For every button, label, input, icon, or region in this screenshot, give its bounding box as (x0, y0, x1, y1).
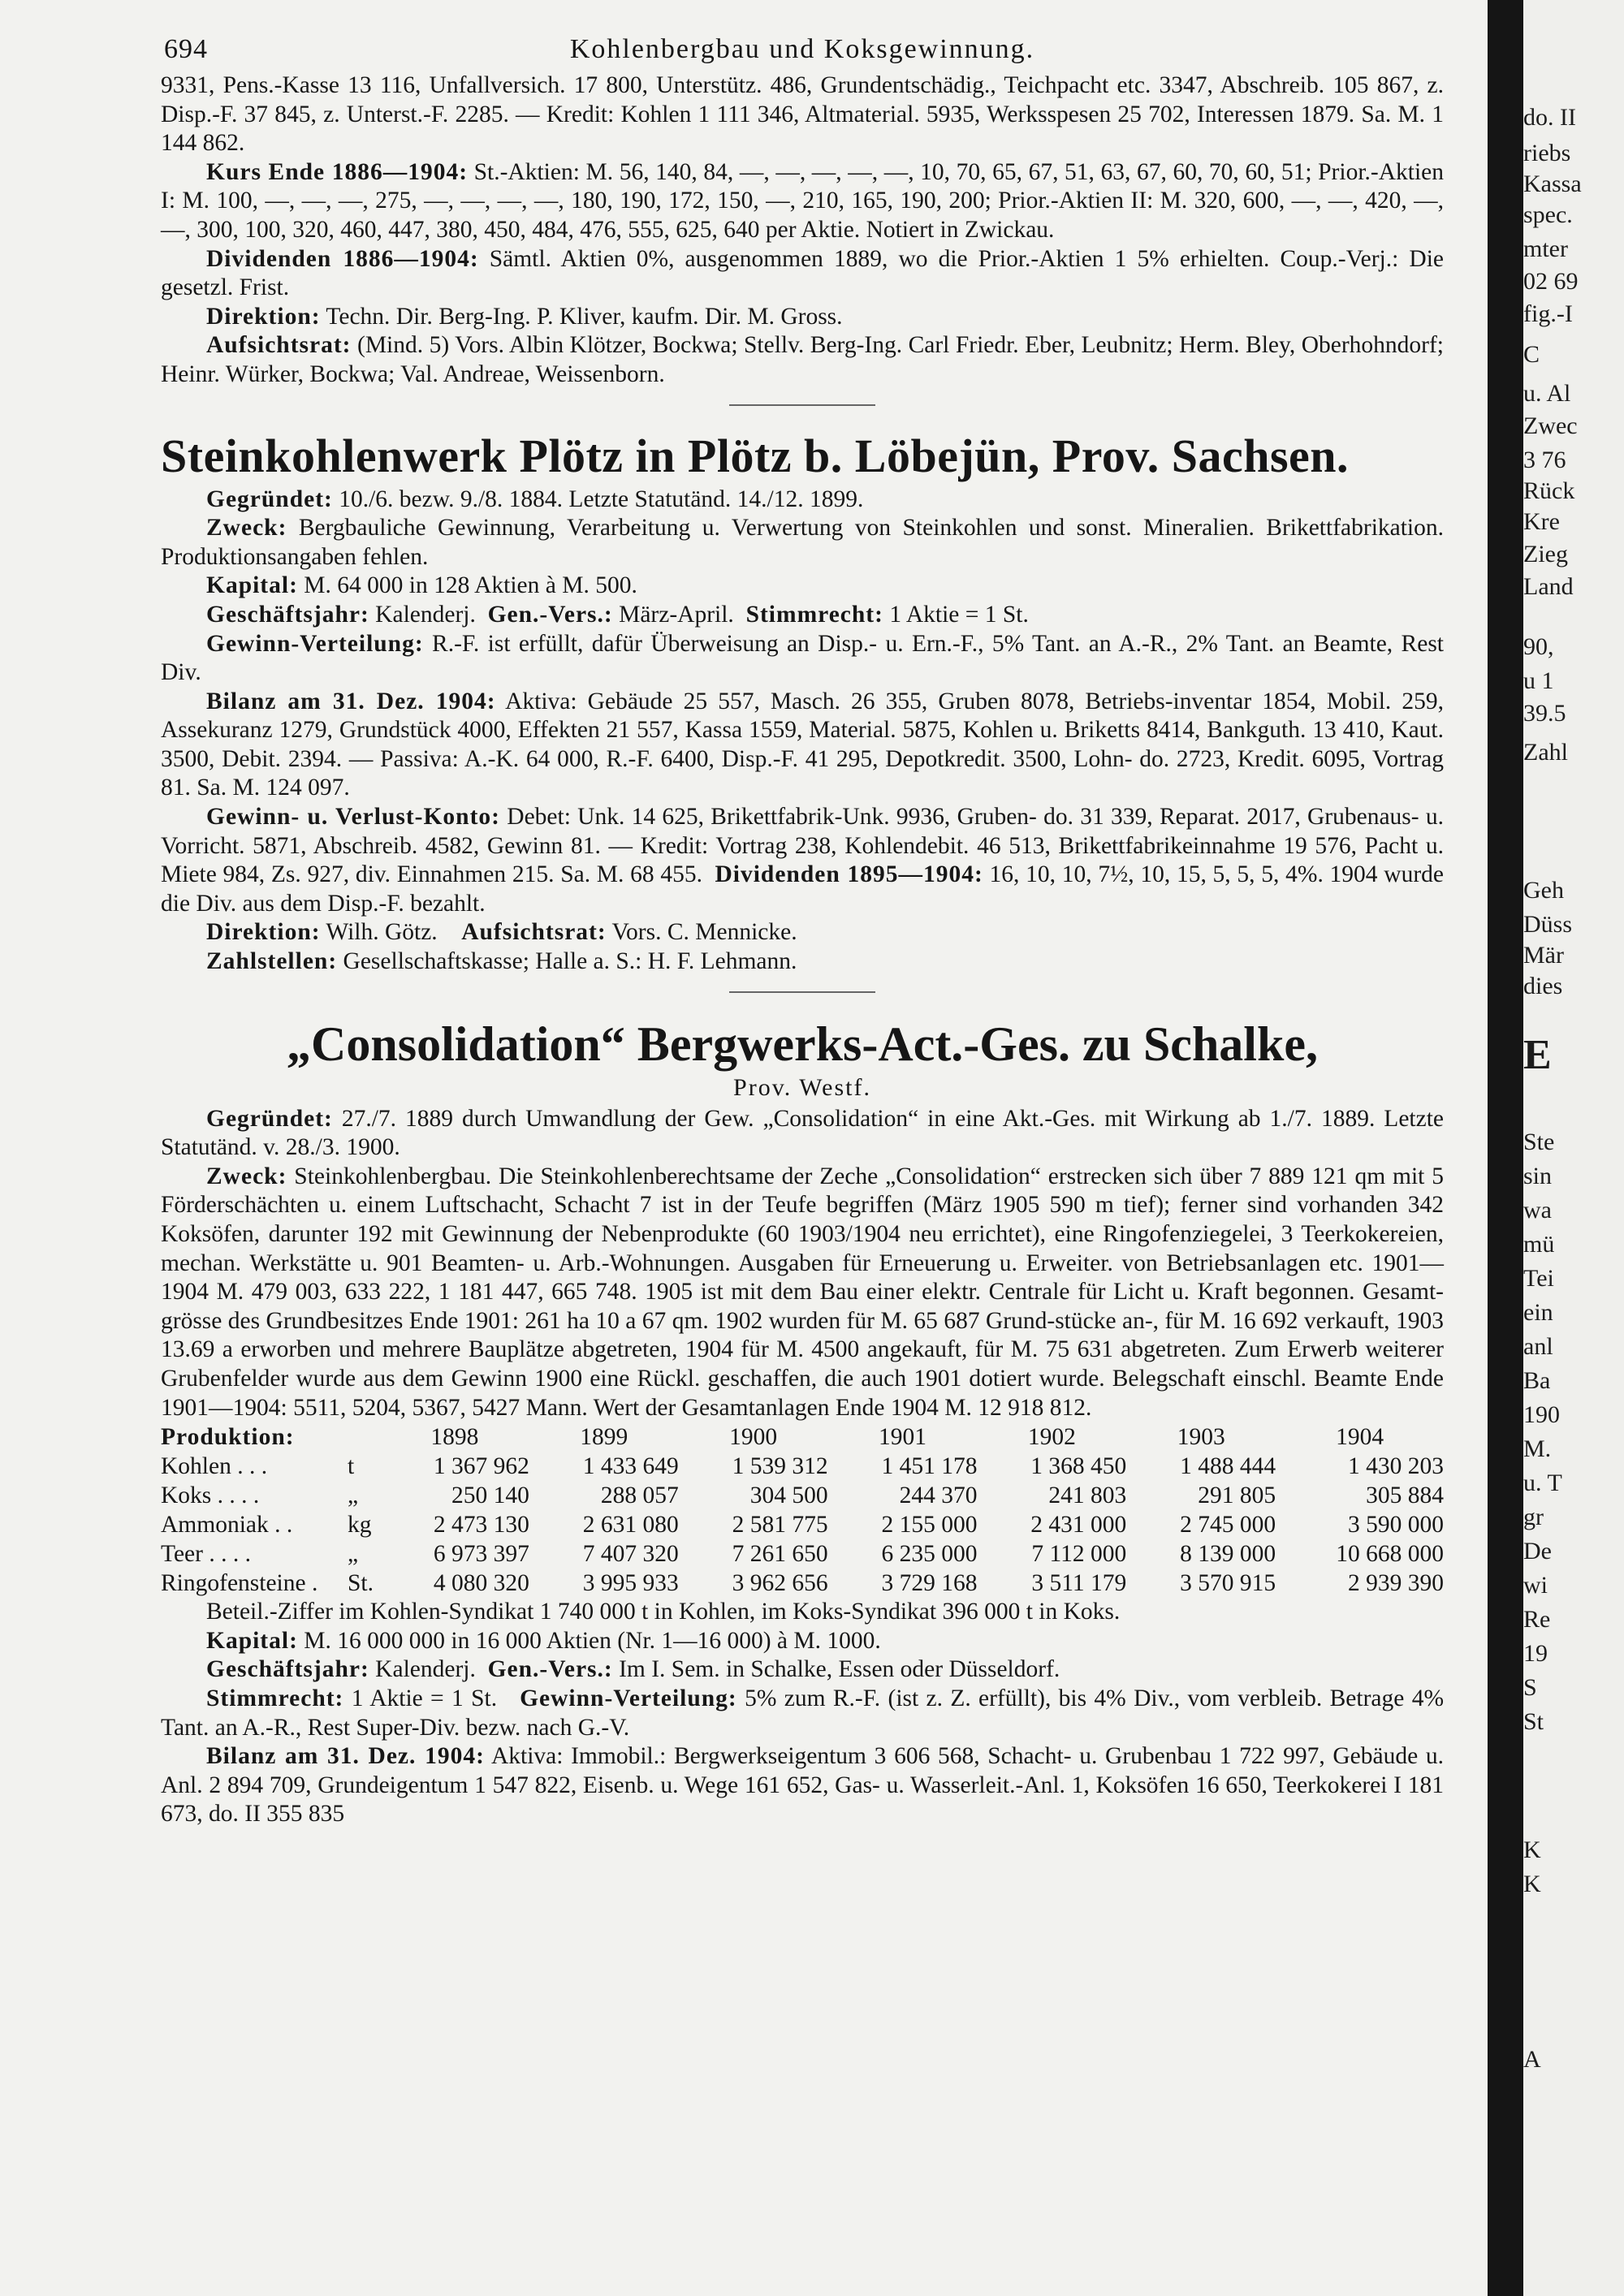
sec3-bilanz-label: Bilanz am 31. Dez. 1904: (206, 1743, 485, 1770)
product-name: Koks . . . . (161, 1482, 260, 1509)
sec2-zweck-text: Bergbauliche Gewinnung, Verarbeitung u. Verwertung von Steinkohlen und sonst. Mineralien. Brikettfabrikation. Produktionsangaben fehlen. (161, 515, 1444, 570)
adjacent-page-fragment: fig.-I (1523, 300, 1573, 327)
sec3-zweck-label: Zweck: (206, 1163, 287, 1189)
sec3-bilanz-text: Aktiva: Immobil.: Bergwerkseigentum 3 606 568, Schacht- u. Grubenbau 1 722 997, Gebäude u. Anl. 2 894 709, Grundeigentum 1 547 822, Eisenb. u. Wege 161 652, Gas- u. Wasserleit.-Anl. 1, Koksöfen 16 650, Teerkokerei I 181 673, do. II 355 835 (161, 1743, 1444, 1828)
sec2-gegruendet-text: 10./6. bezw. 9./8. 1884. Letzte Statutänd. 14./12. 1899. (339, 486, 864, 512)
book-gutter (1488, 0, 1523, 2296)
product-unit: kg (348, 1512, 372, 1539)
adjacent-page-fragment: Ba (1523, 1367, 1551, 1394)
sec3-heading: „Consolidation“ Bergwerks-Act.-Ges. zu Schalke, (287, 1016, 1318, 1071)
sec1-ar-text: (Mind. 5) Vors. Albin Klötzer, Bockwa; Stellv. Berg-Ing. Carl Friedr. Eber, Leubnitz; Herm. Bley, Oberhohndorf; Heinr. Würker, Bockwa; Val. Andreae, Weissenborn. (161, 332, 1445, 387)
adjacent-page-fragment: De (1523, 1538, 1552, 1564)
sec2-st-text: 1 Aktie = 1 St. (889, 601, 1029, 628)
sec3-st-text: 1 Aktie = 1 St. (351, 1685, 498, 1711)
sec3-kapital (161, 1627, 1444, 1656)
sec1-dividends (161, 245, 1444, 303)
production-table (161, 1422, 1444, 1598)
sec3-gv-text: Im I. Sem. in Schalke, Essen oder Düsseldorf. (619, 1656, 1060, 1683)
adjacent-page-fragment: Zieg (1523, 541, 1568, 568)
product-name: Kohlen . . . (161, 1453, 268, 1480)
adjacent-page-fragment: Kre (1523, 508, 1560, 535)
production-value: 4 080 320 (433, 1570, 529, 1597)
production-value: 2 939 390 (1348, 1570, 1444, 1597)
adjacent-page-fragment: Zahl (1523, 739, 1568, 766)
sec2-zs-text: Gesellschaftskasse; Halle a. S.: H. F. Lehmann. (343, 948, 797, 975)
sec2-heading: Steinkohlenwerk Plötz in Plötz b. Löbejün, Prov. Sachsen. (161, 429, 1350, 482)
product-name: Ringofensteine . (161, 1570, 318, 1597)
year-header: 1902 (1027, 1424, 1076, 1451)
production-value: 2 431 000 (1030, 1512, 1127, 1539)
sec2-ar-text: Vors. C. Mennicke. (611, 919, 797, 946)
adjacent-page-fragment: 39.5 (1523, 700, 1566, 727)
production-value: 10 668 000 (1336, 1541, 1444, 1568)
sec2-gv-label: Gen.-Vers.: (487, 601, 613, 628)
product-unit: t (348, 1453, 355, 1480)
production-row (161, 1452, 1444, 1481)
adjacent-page-fragment: 19 (1523, 1640, 1548, 1667)
production-value: 3 995 933 (582, 1570, 679, 1597)
production-value: 305 884 (1366, 1482, 1444, 1509)
sec3-gv-label: Gen.-Vers.: (487, 1656, 613, 1683)
production-value: 2 631 080 (582, 1512, 679, 1539)
adjacent-page-fragment: St (1523, 1708, 1544, 1735)
production-body (161, 1452, 1444, 1598)
sec1-kurs-text: St.-Aktien: M. 56, 140, 84, —, —, —, —, —, 10, 70, 65, 67, 51, 63, 67, 60, 70, 60, 51; Prior.-Aktien I: M. 100, —, —, —, 275, —, —, —, —, 180, 190, 172, 150, —, 210, 165, 190, 200; Prior.-Aktien II: M. 320, 600, —, —, 420, —, —, 300, 100, 320, 460, 447, 380, 450, 484, 476, 555, 625, 640 per Aktie. Notiert in Zwickau. (161, 158, 1445, 243)
sec1-direktion (161, 303, 1444, 332)
sec2-zweck-label: Zweck: (206, 515, 287, 542)
product-unit: „ (348, 1482, 359, 1509)
adjacent-page-fragment: Re (1523, 1606, 1551, 1633)
adjacent-page-fragment: Geh (1523, 877, 1564, 904)
production-value: 241 803 (1048, 1482, 1127, 1509)
production-value: 288 057 (600, 1482, 679, 1509)
sec3-stimmrecht (161, 1685, 1444, 1742)
production-value: 2 581 775 (732, 1512, 828, 1539)
sec2-kapital (161, 572, 1444, 601)
production-value: 7 112 000 (1031, 1541, 1127, 1568)
production-value: 3 570 915 (1180, 1570, 1276, 1597)
sec3-gegruendet-label: Gegründet: (206, 1105, 333, 1132)
production-value: 1 488 444 (1180, 1453, 1276, 1480)
page-content (161, 34, 1444, 1829)
production-label: Produktion: (161, 1424, 295, 1451)
sec2-gv-text: März-April. (619, 601, 734, 628)
adjacent-page-fragment: wa (1523, 1197, 1552, 1224)
sec3-gegruendet-text: 27./7. 1889 durch Umwandlung der Gew. „Consolidation“ in eine Akt.-Ges. mit Wirkung ab 1./7. 1889. Letzte Statutänd. v. 28./3. 1900. (161, 1105, 1444, 1161)
adjacent-page-fragment: Ste (1523, 1129, 1555, 1155)
adjacent-page-fragment: K (1523, 1836, 1541, 1863)
sec3-bilanz (161, 1742, 1444, 1829)
sec1-kurs (161, 158, 1444, 245)
production-value: 291 805 (1198, 1482, 1276, 1509)
adjacent-page-fragment: u 1 (1523, 667, 1554, 694)
sec1-kurs-label: Kurs Ende 1886—1904: (206, 158, 469, 185)
sec3-gj-text: Kalenderj. (375, 1656, 476, 1683)
production-value: 250 140 (451, 1482, 529, 1509)
sec2-gegruendet-label: Gegründet: (206, 486, 333, 512)
sec2-gegruendet (161, 486, 1444, 515)
section-divider (729, 404, 875, 406)
adjacent-page-fragment: anl (1523, 1333, 1553, 1360)
sec2-zahlstellen (161, 947, 1444, 977)
product-name: Ammoniak . . (161, 1512, 293, 1539)
sec3-zweck (161, 1163, 1444, 1422)
adjacent-page-fragment: Kassa (1523, 170, 1582, 197)
sec3-zweck-text: Steinkohlenbergbau. Die Steinkohlenberechtsame der Zeche „Consolidation“ erstrecken sich über 7 889 121 qm mit 5 Förderschächten u. einem Luftschacht, Schacht 7 ist in der Teufe begriffen (März 1905 590 m tief); ferner sind vorhanden 342 Koksöfen, darunter 192 mit Gewinnung der Nebenprodukte (60 1903/1904 neu errichtet), eine Ringofenziegelei, 3 Teerkokereien, mechan. Werkstätte u. 901 Beamten- u. Arb.-Wohnungen. Ausgaben für Erneuerung u. Erweiter. von Betriebsanlagen etc. 1901—1904 M. 479 003, 633 222, 1 181 447, 665 748. 1905 ist mit dem Bau einer elektr. Centrale für Licht u. Kraft begonnen. Gesamt-grösse des Grundbesitzes Ende 1901: 261 ha 10 a 67 qm. 1902 wurden für M. 65 687 Grund-stücke an-, für M. 16 692 verkauft, 1903 13.69 a erworben und mehrere Bauplätze abgetreten, 1904 für M. 4500 angekauft, für M. 75 631 abgetreten. Zum Erwerb weiterer Grubenfelder wurde aus dem Gewinn 1900 eine Rückl. geschaffen, die auch 1901 dotiert wurde. Belegschaft einschl. Beamte Ende 1901—1904: 5511, 5204, 5367, 5427 Mann. Wert der Gesamtanlagen Ende 1904 M. 12 918 812. (161, 1163, 1444, 1421)
running-title: Kohlenbergbau und Koksgewinnung. (569, 34, 1035, 64)
sec1-div-label: Dividenden 1886—1904: (206, 245, 479, 272)
adjacent-page-fragment: E (1523, 1032, 1552, 1078)
production-value: 1 451 178 (881, 1453, 978, 1480)
year-header: 1904 (1336, 1424, 1384, 1451)
sec2-geschaeftsjahr (161, 601, 1444, 630)
adjacent-page-fragment: mü (1523, 1231, 1555, 1258)
sec3-beteiligung: Beteil.-Ziffer im Kohlen-Syndikat 1 740 000 t in Kohlen, im Koks-Syndikat 396 000 t in Koks. (206, 1599, 1121, 1625)
adjacent-page-fragment: wi (1523, 1572, 1548, 1599)
production-value: 7 261 650 (732, 1541, 828, 1568)
adjacent-page-fragment: spec. (1523, 201, 1573, 228)
production-value: 304 500 (749, 1482, 828, 1509)
production-value: 6 235 000 (881, 1541, 978, 1568)
adjacent-page-fragment: mter (1523, 235, 1568, 262)
sec2-guv (161, 803, 1444, 918)
section-divider (729, 991, 875, 993)
sec2-gw-label: Gewinn-Verteilung: (206, 630, 424, 657)
adjacent-page-fragment: dies (1523, 973, 1563, 999)
sec2-dir-label: Direktion: (206, 919, 321, 946)
sec2-gw-text: R.-F. ist erfüllt, dafür Überweisung an Disp.- u. Ern.-F., 5% Tant. an A.-R., 2% Tant. an Beamte, Rest Div. (161, 630, 1444, 686)
sec3-gw-label: Gewinn-Verteilung: (520, 1685, 737, 1711)
production-value: 2 745 000 (1180, 1512, 1276, 1539)
adjacent-page-fragment: Rück (1523, 477, 1575, 504)
production-value: 1 430 203 (1348, 1453, 1444, 1480)
sec2-bilanz-text: Aktiva: Gebäude 25 557, Masch. 26 355, Gruben 8078, Betriebs-inventar 1854, Mobil. 259, Assekuranz 1279, Grundstück 4000, Effekten 21 557, Kassa 1559, Material. 5875, Kohlen u. Briketts 8414, Bankguth. 13 410, Kaut. 3500, Debit. 2394. — Passiva: A.-K. 64 000, R.-F. 6400, Disp.-F. 41 295, Depotkredit. 3500, Lohn- do. 2723, Kredit. 6095, Vortrag 81. Sa. M. 124 097. (161, 688, 1444, 801)
sec1-ar-label: Aufsichtsrat: (206, 332, 352, 359)
adjacent-page-fragment: 190 (1523, 1401, 1560, 1428)
production-value: 1 539 312 (732, 1453, 828, 1480)
production-row (161, 1481, 1444, 1510)
product-name: Teer . . . . (161, 1541, 251, 1568)
production-value: 3 962 656 (732, 1570, 828, 1597)
adjacent-page-fragment: Land (1523, 573, 1574, 600)
year-header: 1898 (430, 1424, 479, 1451)
sec1-dir-text: Techn. Dir. Berg-Ing. P. Kliver, kaufm. Dir. M. Gross. (326, 303, 843, 330)
year-header: 1900 (729, 1424, 778, 1451)
sec2-direktion (161, 918, 1444, 947)
sec2-guv-text: Debet: Unk. 14 625, Brikettfabrik-Unk. 9936, Gruben- do. 31 339, Reparat. 2017, Grubenaus- u. Vorricht. 5871, Abschreib. 4582, Gewinn 81. — Kredit: Vortrag 238, Kohlendebit. 46 513, Brikettfabrikeinnahme 19 576, Pacht u. Miete 984, Zs. 927, div. Einnahmen 215. Sa. M. 68 455. (161, 804, 1444, 888)
sec3-kapital-label: Kapital: (206, 1627, 298, 1654)
sec2-guv-label: Gewinn- u. Verlust-Konto: (206, 804, 500, 831)
sec2-div-label: Dividenden 1895—1904: (715, 861, 983, 888)
adjacent-page-fragment: u. Al (1523, 380, 1571, 407)
adjacent-page-fragment: do. II (1523, 104, 1576, 131)
year-header: 1899 (580, 1424, 628, 1451)
sec1-dir-label: Direktion: (206, 303, 321, 330)
page-header (161, 34, 1444, 71)
production-row (161, 1539, 1444, 1569)
production-unit-header (348, 1422, 380, 1452)
sec2-st-label: Stimmrecht: (745, 601, 883, 628)
sec3-gw-text: 5% zum R.-F. (ist z. Z. erfüllt), bis 4% Div., vom verbleib. Betrage 4% Tant. an A.-R., Rest Super-Div. bezw. nach G.-V. (161, 1685, 1445, 1741)
adjacent-page-fragment: C (1523, 341, 1540, 368)
sec3-st-label: Stimmrecht: (206, 1685, 344, 1711)
production-value: 244 370 (899, 1482, 978, 1509)
sec2-bilanz (161, 688, 1444, 803)
adjacent-page-fragment: Zwec (1523, 412, 1578, 439)
production-value: 7 407 320 (582, 1541, 679, 1568)
sec2-bilanz-label: Bilanz am 31. Dez. 1904: (206, 688, 496, 714)
production-row (161, 1569, 1444, 1598)
sec2-zs-label: Zahlstellen: (206, 948, 338, 975)
production-value: 2 155 000 (881, 1512, 978, 1539)
sec1-intro: 9331, Pens.-Kasse 13 116, Unfallversich. 17 800, Unterstütz. 486, Grundentschädig., Teichpacht etc. 3347, Abschreib. 105 867, z. Disp.-F. 37 845, z. Unterst.-F. 2285. — Kredit: Kohlen 1 111 346, Altmaterial. 5935, Werksspesen 25 702, Interessen 1879. Sa. M. 1 144 862. (161, 72, 1444, 157)
adjacent-page-fragment: 3 76 (1523, 447, 1566, 473)
sec2-ar-label: Aufsichtsrat: (461, 919, 607, 946)
adjacent-page-fragment: sin (1523, 1163, 1553, 1189)
production-value: 3 729 168 (881, 1570, 978, 1597)
product-unit: „ (348, 1541, 359, 1568)
production-row (161, 1510, 1444, 1539)
sec2-kapital-label: Kapital: (206, 572, 298, 599)
adjacent-page-fragment: 90, (1523, 633, 1554, 660)
sec2-gj-label: Geschäftsjahr: (206, 601, 369, 628)
sec2-div-text: 16, 10, 10, 7½, 10, 15, 5, 5, 5, 4%. 1904 wurde die Div. aus dem Disp.-F. bezahlt. (161, 861, 1445, 917)
production-value: 6 973 397 (433, 1541, 529, 1568)
production-value: 2 473 130 (433, 1512, 529, 1539)
adjacent-page-fragment: M. (1523, 1435, 1552, 1462)
adjacent-page-fragment: K (1523, 1871, 1541, 1897)
production-value: 1 368 450 (1030, 1453, 1127, 1480)
adjacent-page-fragment: Mär (1523, 942, 1564, 969)
sec2-gewinnverteilung (161, 630, 1444, 688)
sec1-aufsichtsrat (161, 331, 1444, 389)
sec3-gj-label: Geschäftsjahr: (206, 1656, 369, 1683)
production-value: 8 139 000 (1180, 1541, 1276, 1568)
sec2-dir-text: Wilh. Götz. (326, 919, 438, 946)
sec1-div-text: Sämtl. Aktien 0%, ausgenommen 1889, wo die Prior.-Aktien 1 5% erhielten. Coup.-Verj.: Die gesetzl. Frist. (161, 245, 1444, 301)
adjacent-page-fragment: Tei (1523, 1265, 1554, 1292)
product-unit: St. (348, 1570, 374, 1597)
page-number: 694 (164, 34, 208, 64)
year-header: 1901 (879, 1424, 926, 1451)
production-value: 3 590 000 (1348, 1512, 1444, 1539)
production-value: 1 433 649 (582, 1453, 679, 1480)
adjacent-page-fragment: gr (1523, 1504, 1544, 1530)
production-value: 3 511 179 (1031, 1570, 1127, 1597)
sec2-gj-text: Kalenderj. (375, 601, 476, 628)
sec3-gegruendet (161, 1105, 1444, 1163)
sec3-subheading: Prov. Westf. (733, 1073, 871, 1101)
adjacent-page-fragment: u. T (1523, 1470, 1562, 1496)
adjacent-page-fragment: ein (1523, 1299, 1553, 1326)
adjacent-page-fragment: A (1523, 2046, 1541, 2073)
sec3-kapital-text: M. 16 000 000 in 16 000 Aktien (Nr. 1—16 000) à M. 1000. (304, 1627, 881, 1654)
adjacent-page-fragment: Düss (1523, 911, 1573, 938)
adjacent-page-fragment: 02 69 (1523, 268, 1579, 295)
adjacent-page-fragment: S (1523, 1674, 1537, 1701)
sec3-geschaeftsjahr (161, 1655, 1444, 1685)
sec2-zweck (161, 514, 1444, 572)
production-header-row (161, 1422, 1444, 1452)
production-value: 1 367 962 (433, 1453, 529, 1480)
year-header: 1903 (1177, 1424, 1225, 1451)
sec2-kapital-text: M. 64 000 in 128 Aktien à M. 500. (304, 572, 637, 599)
adjacent-page-fragment: riebs (1523, 140, 1571, 166)
adjacent-page-edge (1523, 0, 1624, 2296)
